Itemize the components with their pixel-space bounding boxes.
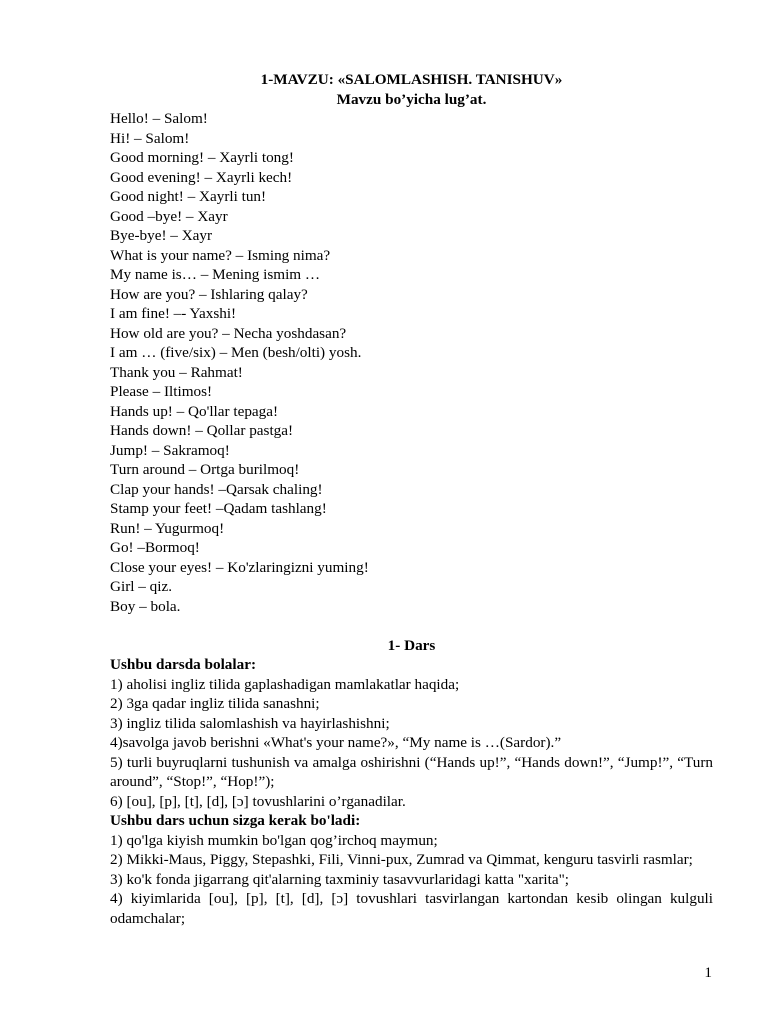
vocab-line: Girl – qiz. [110,578,173,595]
goal-item: 6) [ou], [p], [t], [d], [ɔ] tovushlarini o’rganadilar. [110,792,406,810]
vocab-line: How are you? – Ishlaring qalay? [110,285,308,303]
vocab-line: Stamp your feet! –Qadam tashlang! [110,500,327,517]
vocab-line: Run! – Yugurmoq! [110,519,225,537]
goal-item: 3) ingliz tilida salomlashish va hayirlashishni; [110,714,390,732]
vocab-line: Please – Iltimos! [110,383,213,400]
materials-heading: Ushbu dars uchun sizga kerak bo'ladi: [110,812,361,829]
vocab-line: Hi! – Salom! [110,129,190,147]
vocab-line: Thank you – Rahmat! [110,363,243,381]
vocab-line: I am … (five/six) – Men (besh/olti) yosh. [110,344,362,361]
vocab-line: Hello! – Salom! [110,110,208,127]
goal-item: 5) turli buyruqlarni tushunish va amalga oshirishni (“Hands up!”, “Hands down!”, “Jump!”, “Turn around”, “Stop!”, “Hop!”); [110,753,713,790]
material-item: 4) kiyimlarida [ou], [p], [t], [d], [ɔ] tovushlari tasvirlangan kartondan kesib olingan kulguli odamchalar; [110,890,713,927]
goal-item: 4)savolga javob berishni «What's your name?», “My name is …(Sardor).” [110,734,562,751]
vocab-line: Good night! – Xayrli tun! [110,188,267,205]
goal-item: 1) aholisi ingliz tilida gaplashadigan mamlakatlar haqida; [110,675,460,693]
vocab-line: Close your eyes! – Ko'zlaringizni yuming! [110,558,369,576]
vocab-line: My name is… – Mening ismim … [110,266,321,283]
document-title: 1-MAVZU: «SALOMLASHISH. TANISHUV» [260,71,563,88]
goal-item: 2) 3ga qadar ingliz tilida sanashni; [110,695,320,712]
vocab-line: Jump! – Sakramoq! [110,441,230,459]
lesson-title: 1- Dars [387,636,436,654]
vocab-line: Good evening! – Xayrli kech! [110,168,293,186]
vocabulary-heading: Mavzu bo’yicha lug’at. [336,90,487,108]
material-item: 3) ko'k fonda jigarrang qit'alarning taxminiy tasavvurlaridagi katta "xarita"; [110,870,570,888]
document-page [110,70,713,928]
material-item: 1) qo'lga kiyish mumkin bo'lgan qog’irchoq maymun; [110,831,438,849]
vocab-line: How old are you? – Necha yoshdasan? [110,324,347,342]
vocabulary-list [110,109,713,616]
material-item: 2) Mikki-Maus, Piggy, Stepashki, Fili, Vinni-pux, Zumrad va Qimmat, kenguru tasvirli rasmlar; [110,851,693,868]
vocab-line: Good –bye! – Xayr [110,207,228,225]
page-number: 1 [704,964,712,981]
goals-list [110,675,713,812]
vocab-line: I am fine! –- Yaxshi! [110,305,237,322]
vocab-line: Turn around – Ortga burilmoq! [110,461,300,478]
vocab-line: Good morning! – Xayrli tong! [110,149,294,166]
vocab-line: Boy – bola. [110,597,181,615]
vocab-line: Go! –Bormoq! [110,539,200,556]
vocab-line: Clap your hands! –Qarsak chaling! [110,480,323,498]
goals-heading: Ushbu darsda bolalar: [110,656,257,673]
materials-list [110,831,713,929]
section-spacer [110,616,713,636]
vocab-line: Bye-bye! – Xayr [110,227,213,244]
vocab-line: Hands down! – Qollar pastga! [110,422,294,439]
vocab-line: Hands up! – Qo'llar tepaga! [110,402,279,420]
vocab-line: What is your name? – Isming nima? [110,246,331,264]
